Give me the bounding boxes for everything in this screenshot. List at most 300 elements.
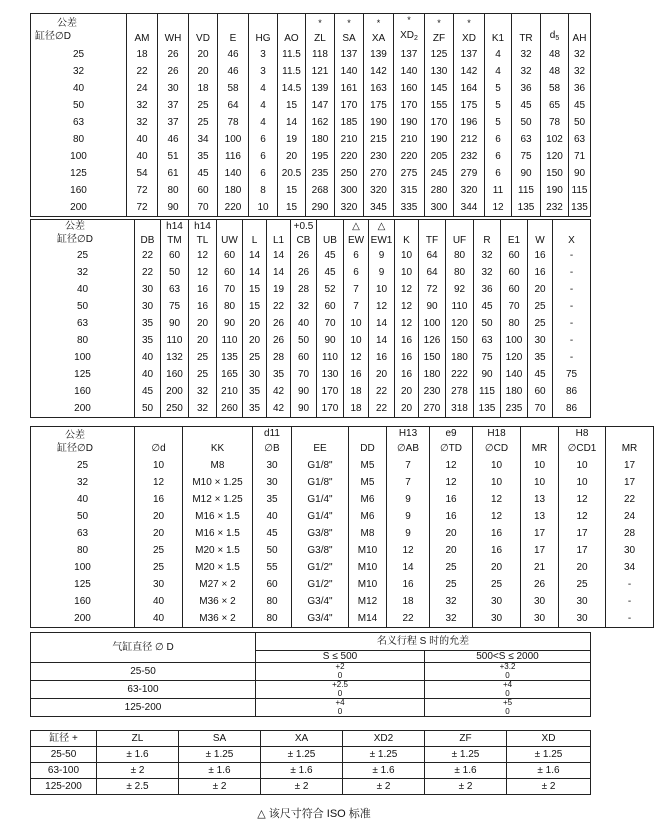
cell-value: 37: [158, 115, 189, 132]
cell-value: 175: [364, 98, 394, 115]
bore-size: 80: [31, 543, 135, 560]
cell-value: 190: [425, 132, 454, 149]
cell-value: M8: [183, 458, 253, 475]
cell-value: 5: [485, 115, 512, 132]
cell-value: 3: [249, 64, 278, 81]
cell-value: 140: [218, 166, 249, 183]
cell-value: 6: [485, 132, 512, 149]
cell-value: ± 2: [343, 779, 425, 795]
cell-value: 30: [253, 458, 292, 475]
cell-value: 36: [474, 282, 501, 299]
cell-value: 32: [430, 594, 473, 611]
cell-value: 32: [189, 384, 217, 401]
tolerance-label: 公差: [65, 429, 85, 441]
cell-value: 17: [606, 458, 654, 475]
cell-value: 155: [425, 98, 454, 115]
bore-size: 32: [31, 475, 135, 492]
cell-value: 220: [394, 149, 425, 166]
cell-value: 16: [395, 333, 419, 350]
tolerance-mark: H13: [387, 427, 430, 441]
cell-value: 190: [541, 183, 569, 200]
cell-value: 180: [218, 183, 249, 200]
cell-value: 140: [394, 64, 425, 81]
cell-value: 16: [387, 577, 430, 594]
cell-value: 6: [344, 265, 369, 282]
cell-value: 270: [364, 166, 394, 183]
cell-value: ± 1.6: [425, 763, 507, 779]
cell-value: 40: [291, 316, 317, 333]
cell-value: 14: [243, 248, 267, 265]
upper-limit: +3.2: [499, 662, 516, 671]
cell-value: 40: [127, 132, 158, 149]
cell-value: 279: [454, 166, 485, 183]
cell-value: M12: [349, 594, 387, 611]
cell-value: 126: [419, 333, 446, 350]
cell-value: 150: [419, 350, 446, 367]
cell-value: 11.5: [278, 47, 306, 64]
cell-value: M20 × 1.5: [183, 560, 253, 577]
cell-value: 20: [189, 64, 218, 81]
cell-value: 16: [473, 543, 521, 560]
cell-value: 280: [425, 183, 454, 200]
tolerance-mark: [292, 427, 349, 441]
cell-value: -: [553, 316, 591, 333]
cell-value: 30: [473, 594, 521, 611]
col-header-db: DB: [135, 234, 161, 248]
cell-value: 132: [161, 350, 189, 367]
cell-value: G1/4": [292, 492, 349, 509]
cell-value: 14: [387, 560, 430, 577]
bore-size: 63: [31, 316, 135, 333]
cell-value: ± 1.6: [261, 763, 343, 779]
cell-value: G1/8": [292, 458, 349, 475]
cell-value: 212: [454, 132, 485, 149]
bore-size: 32: [31, 265, 135, 282]
cell-value: 115: [569, 183, 591, 200]
cell-value: 268: [306, 183, 335, 200]
col-header-zf: ZF: [425, 731, 507, 747]
cell-value: 4: [485, 64, 512, 81]
cell-value: 120: [446, 316, 474, 333]
cell-value: 26: [267, 333, 291, 350]
col-header: ∅d: [135, 441, 183, 458]
cell-value: 14: [243, 265, 267, 282]
cell-value: 8: [249, 183, 278, 200]
col-header-cb: CB: [291, 234, 317, 248]
cell-value: 20: [369, 367, 395, 384]
cell-value: 20: [528, 282, 553, 299]
cell-value: 25: [189, 115, 218, 132]
bore-size: 40: [31, 282, 135, 299]
cell-value: 7: [387, 458, 430, 475]
cell-value: 320: [335, 200, 364, 217]
cell-value: 35: [189, 149, 218, 166]
cell-value: 220: [218, 200, 249, 217]
cell-value: 40: [135, 611, 183, 628]
cell-value: G1/2": [292, 577, 349, 594]
col-header-ew1: EW1: [369, 234, 395, 248]
cell-value: 64: [218, 98, 249, 115]
bore-size: 25: [31, 458, 135, 475]
cell-value: 15: [278, 200, 306, 217]
tolerance-mark: H8: [559, 427, 606, 441]
col-header-hg: [249, 14, 278, 47]
cell-value: 25: [430, 577, 473, 594]
stroke-col-1: S ≤ 500: [256, 651, 425, 663]
tolerance-mark: +0.5: [291, 220, 317, 234]
cell-value: 14: [278, 115, 306, 132]
cell-value: 161: [335, 81, 364, 98]
cell-value: 22: [369, 384, 395, 401]
cell-value: 28: [267, 350, 291, 367]
col-header-xd: [454, 14, 485, 47]
cell-value: 45: [317, 248, 344, 265]
cell-value: 120: [501, 350, 528, 367]
cell-value: 12: [135, 475, 183, 492]
col-label: WH: [164, 32, 182, 44]
cell-value: 10: [521, 458, 559, 475]
cell-value: -: [553, 248, 591, 265]
cell-value: 222: [446, 367, 474, 384]
cell-value: 90: [158, 200, 189, 217]
bore-range: 63-100: [31, 763, 97, 779]
col-label: AH: [572, 32, 587, 44]
cell-value: 16: [528, 248, 553, 265]
col-label: XA: [371, 32, 386, 44]
cell-value: 12: [369, 299, 395, 316]
cell-value: G3/8": [292, 543, 349, 560]
tolerance-cell: [256, 681, 425, 699]
col-header-x: X: [553, 234, 591, 248]
cell-value: 90: [317, 333, 344, 350]
cell-value: 50: [291, 333, 317, 350]
cell-value: -: [553, 299, 591, 316]
col-label: VD: [196, 32, 210, 44]
tolerance-mark: [419, 220, 446, 234]
cell-value: 110: [161, 333, 189, 350]
cell-value: 245: [425, 166, 454, 183]
cell-value: M10: [349, 560, 387, 577]
tolerance-mark: [135, 220, 161, 234]
cell-value: 12: [189, 265, 217, 282]
bore-size: 63: [31, 526, 135, 543]
cell-value: 51: [158, 149, 189, 166]
cell-value: 25: [430, 560, 473, 577]
cell-value: 20: [559, 560, 606, 577]
cell-value: 278: [446, 384, 474, 401]
tolerance-mark: △: [369, 220, 395, 234]
cell-value: 70: [528, 401, 553, 418]
cell-value: 90: [291, 401, 317, 418]
col-header: ∅CD: [473, 441, 521, 458]
cell-value: M36 × 2: [183, 594, 253, 611]
col-header-xd2: XD2: [343, 731, 425, 747]
cell-value: 30: [606, 543, 654, 560]
col-header: ∅AB: [387, 441, 430, 458]
col-header-tm: TM: [161, 234, 189, 248]
col-label: E: [229, 32, 237, 44]
cell-value: 25: [528, 299, 553, 316]
cell-value: 40: [135, 367, 161, 384]
cell-value: 25: [528, 316, 553, 333]
cell-value: 210: [335, 132, 364, 149]
cell-value: 90: [161, 316, 189, 333]
tolerance-mark: [183, 427, 253, 441]
cell-value: 30: [528, 333, 553, 350]
cell-value: 60: [501, 282, 528, 299]
cell-value: 40: [253, 509, 292, 526]
cell-value: 60: [528, 384, 553, 401]
cell-value: 110: [217, 333, 243, 350]
cell-value: 12: [473, 492, 521, 509]
cell-value: 30: [135, 282, 161, 299]
cell-value: G1/2": [292, 560, 349, 577]
cell-value: 32: [474, 265, 501, 282]
cell-value: 102: [541, 132, 569, 149]
col-header-ah: [569, 14, 591, 47]
cell-value: 275: [394, 166, 425, 183]
cell-value: 135: [217, 350, 243, 367]
cell-value: 110: [446, 299, 474, 316]
cell-value: 75: [474, 350, 501, 367]
col-label: XD: [462, 32, 476, 44]
tolerance-cell: [425, 699, 591, 717]
cell-value: 58: [218, 81, 249, 98]
col-label: d: [549, 29, 556, 41]
cell-value: 16: [344, 367, 369, 384]
cell-value: 170: [317, 384, 344, 401]
dimension-table-1: [30, 13, 591, 217]
cell-value: 13: [521, 509, 559, 526]
cell-value: 16: [395, 367, 419, 384]
star-mark: *: [347, 17, 351, 28]
bore-size: 40: [31, 492, 135, 509]
tolerance-mark: [267, 220, 291, 234]
cell-value: 90: [419, 299, 446, 316]
cell-value: 22: [135, 248, 161, 265]
cell-value: 90: [291, 384, 317, 401]
col-header-e: [218, 14, 249, 47]
bore-header: 缸径 +: [31, 731, 97, 747]
cell-value: 34: [189, 132, 218, 149]
cell-value: 230: [364, 149, 394, 166]
cell-value: M5: [349, 475, 387, 492]
cell-value: 61: [158, 166, 189, 183]
cell-value: 16: [528, 265, 553, 282]
cell-value: 63: [474, 333, 501, 350]
upper-limit: +2.5: [332, 680, 348, 689]
col-label: TR: [519, 32, 533, 44]
cell-value: 10: [559, 475, 606, 492]
cell-value: 12: [485, 200, 512, 217]
cell-value: 10: [395, 265, 419, 282]
cell-value: 15: [278, 183, 306, 200]
cell-value: 20: [430, 543, 473, 560]
cell-value: -: [553, 265, 591, 282]
cell-value: ± 1.6: [507, 763, 591, 779]
cell-value: 22: [135, 265, 161, 282]
cell-value: 71: [569, 149, 591, 166]
cell-value: 5: [485, 81, 512, 98]
bore-label: 缸径∅D: [57, 234, 93, 246]
cell-value: 50: [512, 115, 541, 132]
cell-value: 4: [249, 81, 278, 98]
col-header-zf: [425, 14, 454, 47]
cell-value: 60: [317, 299, 344, 316]
col-header-xa: [364, 14, 394, 47]
cell-value: 35: [243, 384, 267, 401]
cell-value: 135: [474, 401, 501, 418]
col-header: ∅CD1: [559, 441, 606, 458]
cell-value: 72: [127, 200, 158, 217]
cell-value: 270: [419, 401, 446, 418]
cell-value: ± 1.25: [179, 747, 261, 763]
col-header: DD: [349, 441, 387, 458]
star-mark: *: [318, 17, 322, 28]
cell-value: G3/4": [292, 611, 349, 628]
col-header-sa: [335, 14, 364, 47]
cell-value: 55: [253, 560, 292, 577]
cell-value: 20: [189, 333, 217, 350]
cell-value: 92: [446, 282, 474, 299]
cell-value: 60: [501, 248, 528, 265]
col-header-uf: UF: [446, 234, 474, 248]
col-label: XD: [400, 29, 414, 41]
bore-size: 200: [31, 200, 127, 217]
cell-value: 26: [158, 64, 189, 81]
stroke-title: 名义行程 S 时的允差: [256, 633, 591, 651]
tolerance-mark: [606, 427, 654, 441]
cell-value: 6: [249, 149, 278, 166]
col-header-k1: [485, 14, 512, 47]
cell-value: 64: [419, 248, 446, 265]
cell-value: 14: [369, 333, 395, 350]
cell-value: 142: [364, 64, 394, 81]
cell-value: 230: [419, 384, 446, 401]
tolerance-mark: h14: [161, 220, 189, 234]
cell-value: 70: [217, 282, 243, 299]
col-label: HG: [255, 32, 271, 44]
cell-value: 180: [501, 384, 528, 401]
cell-value: 10: [344, 316, 369, 333]
cell-value: 60: [189, 183, 218, 200]
cell-value: 12: [559, 492, 606, 509]
col-header-w: W: [528, 234, 553, 248]
cell-value: 25: [473, 577, 521, 594]
col-header-uw: UW: [217, 234, 243, 248]
col-header-tr: [512, 14, 541, 47]
cell-value: 170: [335, 98, 364, 115]
cell-value: -: [553, 333, 591, 350]
cell-value: 40: [127, 149, 158, 166]
cell-value: 16: [395, 350, 419, 367]
cell-value: 36: [569, 81, 591, 98]
cell-value: 10: [559, 458, 606, 475]
cell-value: 232: [541, 200, 569, 217]
cell-value: 10: [521, 475, 559, 492]
cell-value: 318: [446, 401, 474, 418]
cell-value: ± 1.25: [343, 747, 425, 763]
cell-value: 290: [306, 200, 335, 217]
bore-size: 160: [31, 594, 135, 611]
cell-value: 116: [218, 149, 249, 166]
cell-value: 60: [253, 577, 292, 594]
cell-value: 48: [541, 64, 569, 81]
cell-value: 20: [395, 401, 419, 418]
cell-value: 196: [454, 115, 485, 132]
cell-value: 13: [521, 492, 559, 509]
cell-value: 52: [317, 282, 344, 299]
tolerance-cell: [256, 699, 425, 717]
cell-value: 7: [344, 299, 369, 316]
cell-value: 75: [512, 149, 541, 166]
cell-value: 30: [559, 594, 606, 611]
col-header-wh: [158, 14, 189, 47]
tolerance-mark: [317, 220, 344, 234]
cell-value: 210: [394, 132, 425, 149]
cell-value: ± 2: [507, 779, 591, 795]
cell-value: -: [553, 282, 591, 299]
upper-limit: +4: [335, 698, 345, 707]
cell-value: 90: [474, 367, 501, 384]
cell-value: 63: [161, 282, 189, 299]
cell-value: 50: [474, 316, 501, 333]
cell-value: 160: [394, 81, 425, 98]
cell-value: 14.5: [278, 81, 306, 98]
stroke-tolerance-table: [30, 632, 591, 717]
cell-value: 150: [446, 333, 474, 350]
cell-value: 25: [189, 350, 217, 367]
cell-value: 135: [512, 200, 541, 217]
cell-value: 147: [306, 98, 335, 115]
star-mark: *: [407, 14, 411, 25]
cell-value: M27 × 2: [183, 577, 253, 594]
bore-size: 100: [31, 149, 127, 166]
cell-value: 320: [364, 183, 394, 200]
cell-value: 140: [335, 64, 364, 81]
cell-value: 80: [253, 594, 292, 611]
cell-value: 24: [606, 509, 654, 526]
cell-value: M36 × 2: [183, 611, 253, 628]
bore-header: [31, 427, 135, 458]
col-header-xd: XD: [507, 731, 591, 747]
cell-value: 32: [569, 47, 591, 64]
cell-value: 42: [267, 401, 291, 418]
cell-value: 26: [291, 248, 317, 265]
cell-value: 37: [158, 98, 189, 115]
cell-value: 232: [454, 149, 485, 166]
cell-value: 15: [243, 282, 267, 299]
cell-value: 14: [369, 316, 395, 333]
cell-value: 139: [364, 47, 394, 64]
tolerance-mark: [501, 220, 528, 234]
cell-value: 4: [249, 98, 278, 115]
cell-value: 60: [217, 248, 243, 265]
col-header-l1: L1: [267, 234, 291, 248]
cell-value: 60: [501, 265, 528, 282]
bore-size: 160: [31, 384, 135, 401]
bore-size: 50: [31, 509, 135, 526]
cell-value: 18: [344, 384, 369, 401]
cell-value: 250: [335, 166, 364, 183]
cell-value: 45: [528, 367, 553, 384]
cell-value: -: [606, 594, 654, 611]
cell-value: 100: [419, 316, 446, 333]
cell-value: 80: [446, 265, 474, 282]
cell-value: 46: [218, 47, 249, 64]
lower-limit: 0: [337, 671, 343, 680]
cell-value: 139: [306, 81, 335, 98]
